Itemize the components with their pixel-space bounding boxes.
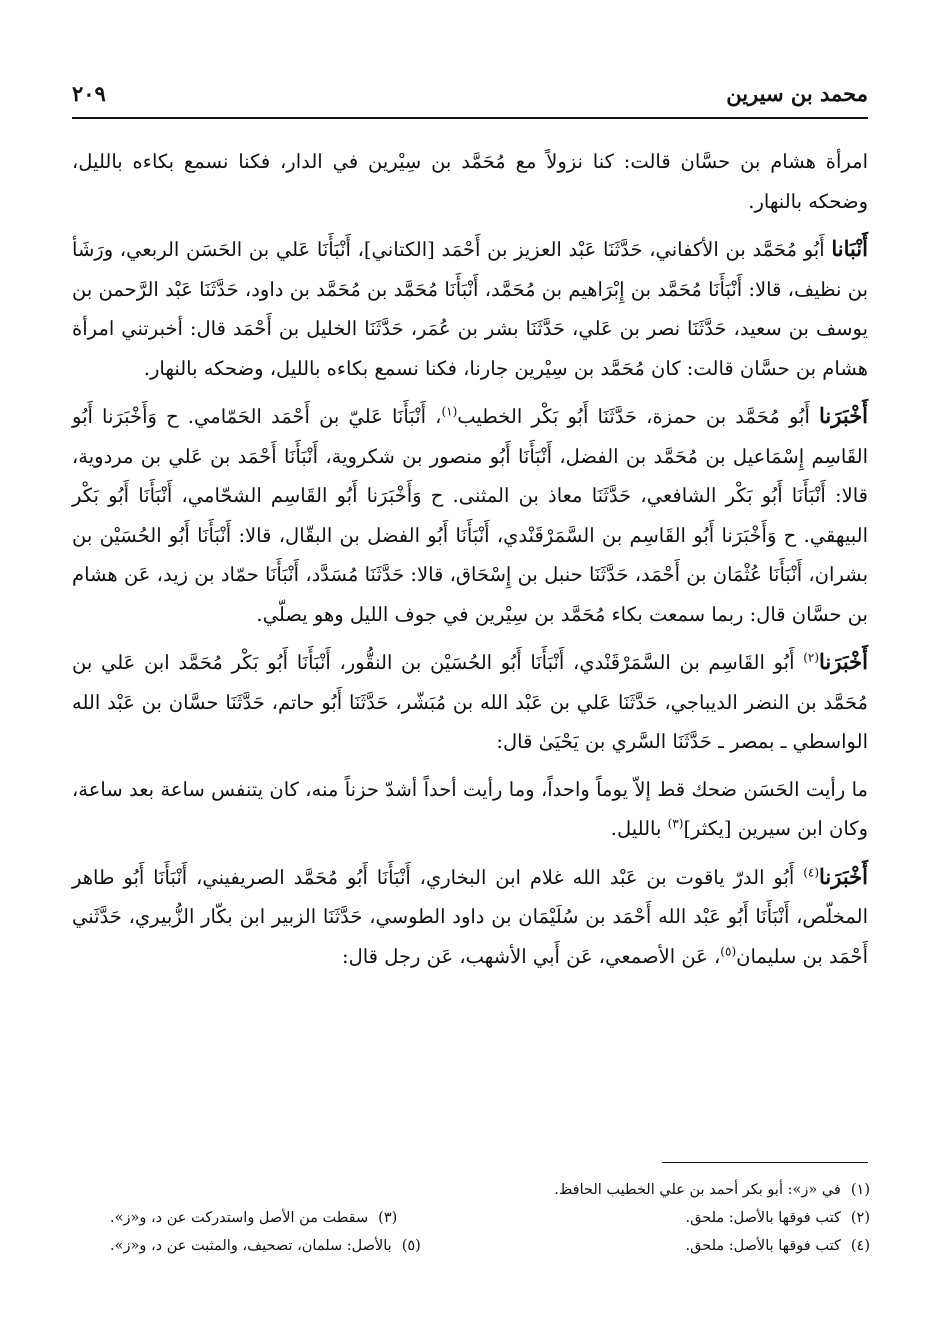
paragraph-text-cont: ، أَنْبَأَنَا عَليّ بن أَحْمَد الحَمّامي. ح وَأَخْبَرَنا أَبُو القَاسِم إِسْمَاعيل بن مُحَمَّد بن الفضل، أَنْبَأَنَا أَبُو منصور بن شكروية، أَنْبَأَنَا أَحْمَد بن عَلي بن مردوية، قالا: أَنْبَأَنَا أَبُو بَكْر الشافعي، حَدَّثَنَا معاذ بن المثنى. ح وَأَخْبَرَنا أَبُو القَاسِم الشحّامي، أَنْبَأَنَا أَبُو بَكْر البيهقي. ح وَأَخْبَرَنا أَبُو القَاسِم بن السَّمَرْقَنْدي، أَنْبَأَنَا أَبُو الفضل بن البقّال، قالا: أَنْبَأَنَا أَبُو الحُسَيْن بن بشران، أَنْبَأَنَا عُثْمَان بن أَحْمَد، حَدَّثَنَا حنبل بن إِسْحَاق، قالا: حَدَّثَنَا مُسَدَّد، أَنْبَأَنَا حمّاد بن زيد، عَن هشام بن حسَّان قال: ربما سمعت بكاء مُحَمَّد بن سِيْرين في جوف الليل وهو يصلّي. <box>72 405 868 626</box>
paragraph-text: ما رأيت الحَسَن ضحك قط إلاّ يوماً واحداً، وما رأيت أحداً أشدّ حزناً منه، كان يتنفس ساعة بعد ساعة، وكان ابن سيرين [يكثر] <box>72 777 868 840</box>
paragraph-3 <box>72 396 868 634</box>
footnote-ref: (٢) <box>803 650 820 665</box>
footnote-ref: (٤) <box>803 865 820 879</box>
footnote-3 <box>110 1210 397 1226</box>
paragraph-4 <box>72 642 868 762</box>
footnote-row <box>110 1204 870 1232</box>
page-header <box>72 76 868 110</box>
footnote-row <box>110 1232 870 1260</box>
footnote-2 <box>686 1210 870 1226</box>
paragraph-text: أَبُو مُحَمَّد بن حمزة، حَدَّثَنَا أَبُو بَكْر الخطيب <box>457 405 820 428</box>
paragraph-text: أَبُو مُحَمَّد بن الأكفاني، حَدَّثَنَا عَبْد العزيز بن أَحْمَد [الكتاني]، أَنْبَأَنَا عَلي بن الحَسَن الربعي، ورَشَأ بن نظيف، قالا: أَنْبَأَنَا مُحَمَّد بن إِبْرَاهيم بن مُحَمَّد، أَنْبَأَنَا مُحَمَّد بن مُحَمَّد بن داود، حَدَّثَنَا عَبْد الرَّحمن بن يوسف بن سعيد، حَدَّثَنَا نصر بن عَلي، حَدَّثَنَا بشر بن عُمَر، حَدَّثَنَا الخليل بن أَحْمَد قال: أخبرتني امرأة هشام بن حسَّان قالت: كان مُحَمَّد بن سِيْرين جارنا، فكنا نسمع بكاءه بالليل، وضحكه بالنهار. <box>72 238 868 380</box>
footnote-text: في «ز»: أبو بكر أحمد بن علي الخطيب الحافظ. <box>554 1182 841 1198</box>
paragraph-2 <box>72 229 868 388</box>
footnote-number: (٤) <box>850 1238 870 1254</box>
footnote-number: (٣) <box>378 1210 398 1226</box>
footnote-1 <box>554 1182 870 1198</box>
footnote-number: (٢) <box>850 1210 870 1226</box>
page-body <box>72 142 868 984</box>
footnote-text: كتب فوقها بالأصل: ملحق. <box>685 1210 841 1226</box>
footnote-text: كتب فوقها بالأصل: ملحق. <box>685 1238 841 1254</box>
footnotes <box>110 1176 870 1260</box>
paragraph-1 <box>72 142 868 221</box>
paragraph-lead: أَنْبَانا <box>831 236 868 261</box>
paragraph-lead: أَخْبَرَنا <box>819 863 868 889</box>
footnote-text: بالأصل: سلمان، تصحيف، والمثبت عن د، و«ز». <box>110 1238 392 1254</box>
footnote-ref: (٥) <box>720 944 737 958</box>
paragraph-text: امرأة هشام بن حسَّان قالت: كنا نزولاً مع مُحَمَّد بن سِيْرين في الدار، فكنا نسمع بكاءه بالليل، وضحكه بالنهار. <box>72 150 868 213</box>
paragraph-lead: أَخْبَرَنا <box>819 403 869 428</box>
footnote-ref: (٣) <box>667 816 684 831</box>
footnote-4 <box>686 1238 870 1254</box>
paragraph-5 <box>72 770 868 849</box>
paragraph-lead: أَخْبَرَنا <box>819 649 868 674</box>
paragraph-6 <box>72 857 868 977</box>
page-number: ٢٠٩ <box>72 80 106 106</box>
footnote-ref: (١) <box>441 404 458 419</box>
footnote-number: (٥) <box>401 1238 421 1254</box>
footnote-number: (١) <box>850 1182 870 1198</box>
header-rule <box>72 117 868 119</box>
running-title: محمد بن سيرين <box>726 80 868 106</box>
paragraph-text: أَبُو القَاسِم بن السَّمَرْقَنْدي، أَنْبَأَنَا أَبُو الحُسَيْن بن النقُّور، أَنْبَأَنَا أَبُو بَكْر مُحَمَّد ابن عَلي بن مُحَمَّد بن النضر الديباجي، حَدَّثَنَا عَلي بن عَبْد الله بن مُبَشّر، حَدَّثَنَا أَبُو حاتم، حَدَّثَنَا حسَّان بن عَبْد الله الواسطي ـ بمصر ـ حَدَّثَنَا السَّري بن يَحْيَىٰ قال: <box>72 651 868 753</box>
paragraph-text-cont: ، عَن الأصمعي، عَن أَبي الأشهب، عَن رجل قال: <box>342 944 721 968</box>
footnote-rule <box>662 1162 868 1163</box>
paragraph-text-cont: بالليل. <box>610 817 668 840</box>
footnote-row <box>110 1176 870 1204</box>
footnote-text: سقطت من الأصل واستدركت عن د، و«ز». <box>110 1210 369 1226</box>
footnote-5 <box>110 1238 421 1254</box>
paragraph-text: أَبُو الدرّ ياقوت بن عَبْد الله غلام ابن البخاري، أَنْبَأَنَا أَبُو مُحَمَّد الصريفيني، أَنْبَأَنَا أَبُو طاهر المخلّص، أَنْبَأَنَا أَبُو عَبْد الله أَحْمَد بن سُلَيْمَان بن داود الطوسي، حَدَّثَنَا الزبير ابن بكّار الزُّبيري، حَدَّثَني أَحْمَد بن سليمان <box>72 865 868 968</box>
